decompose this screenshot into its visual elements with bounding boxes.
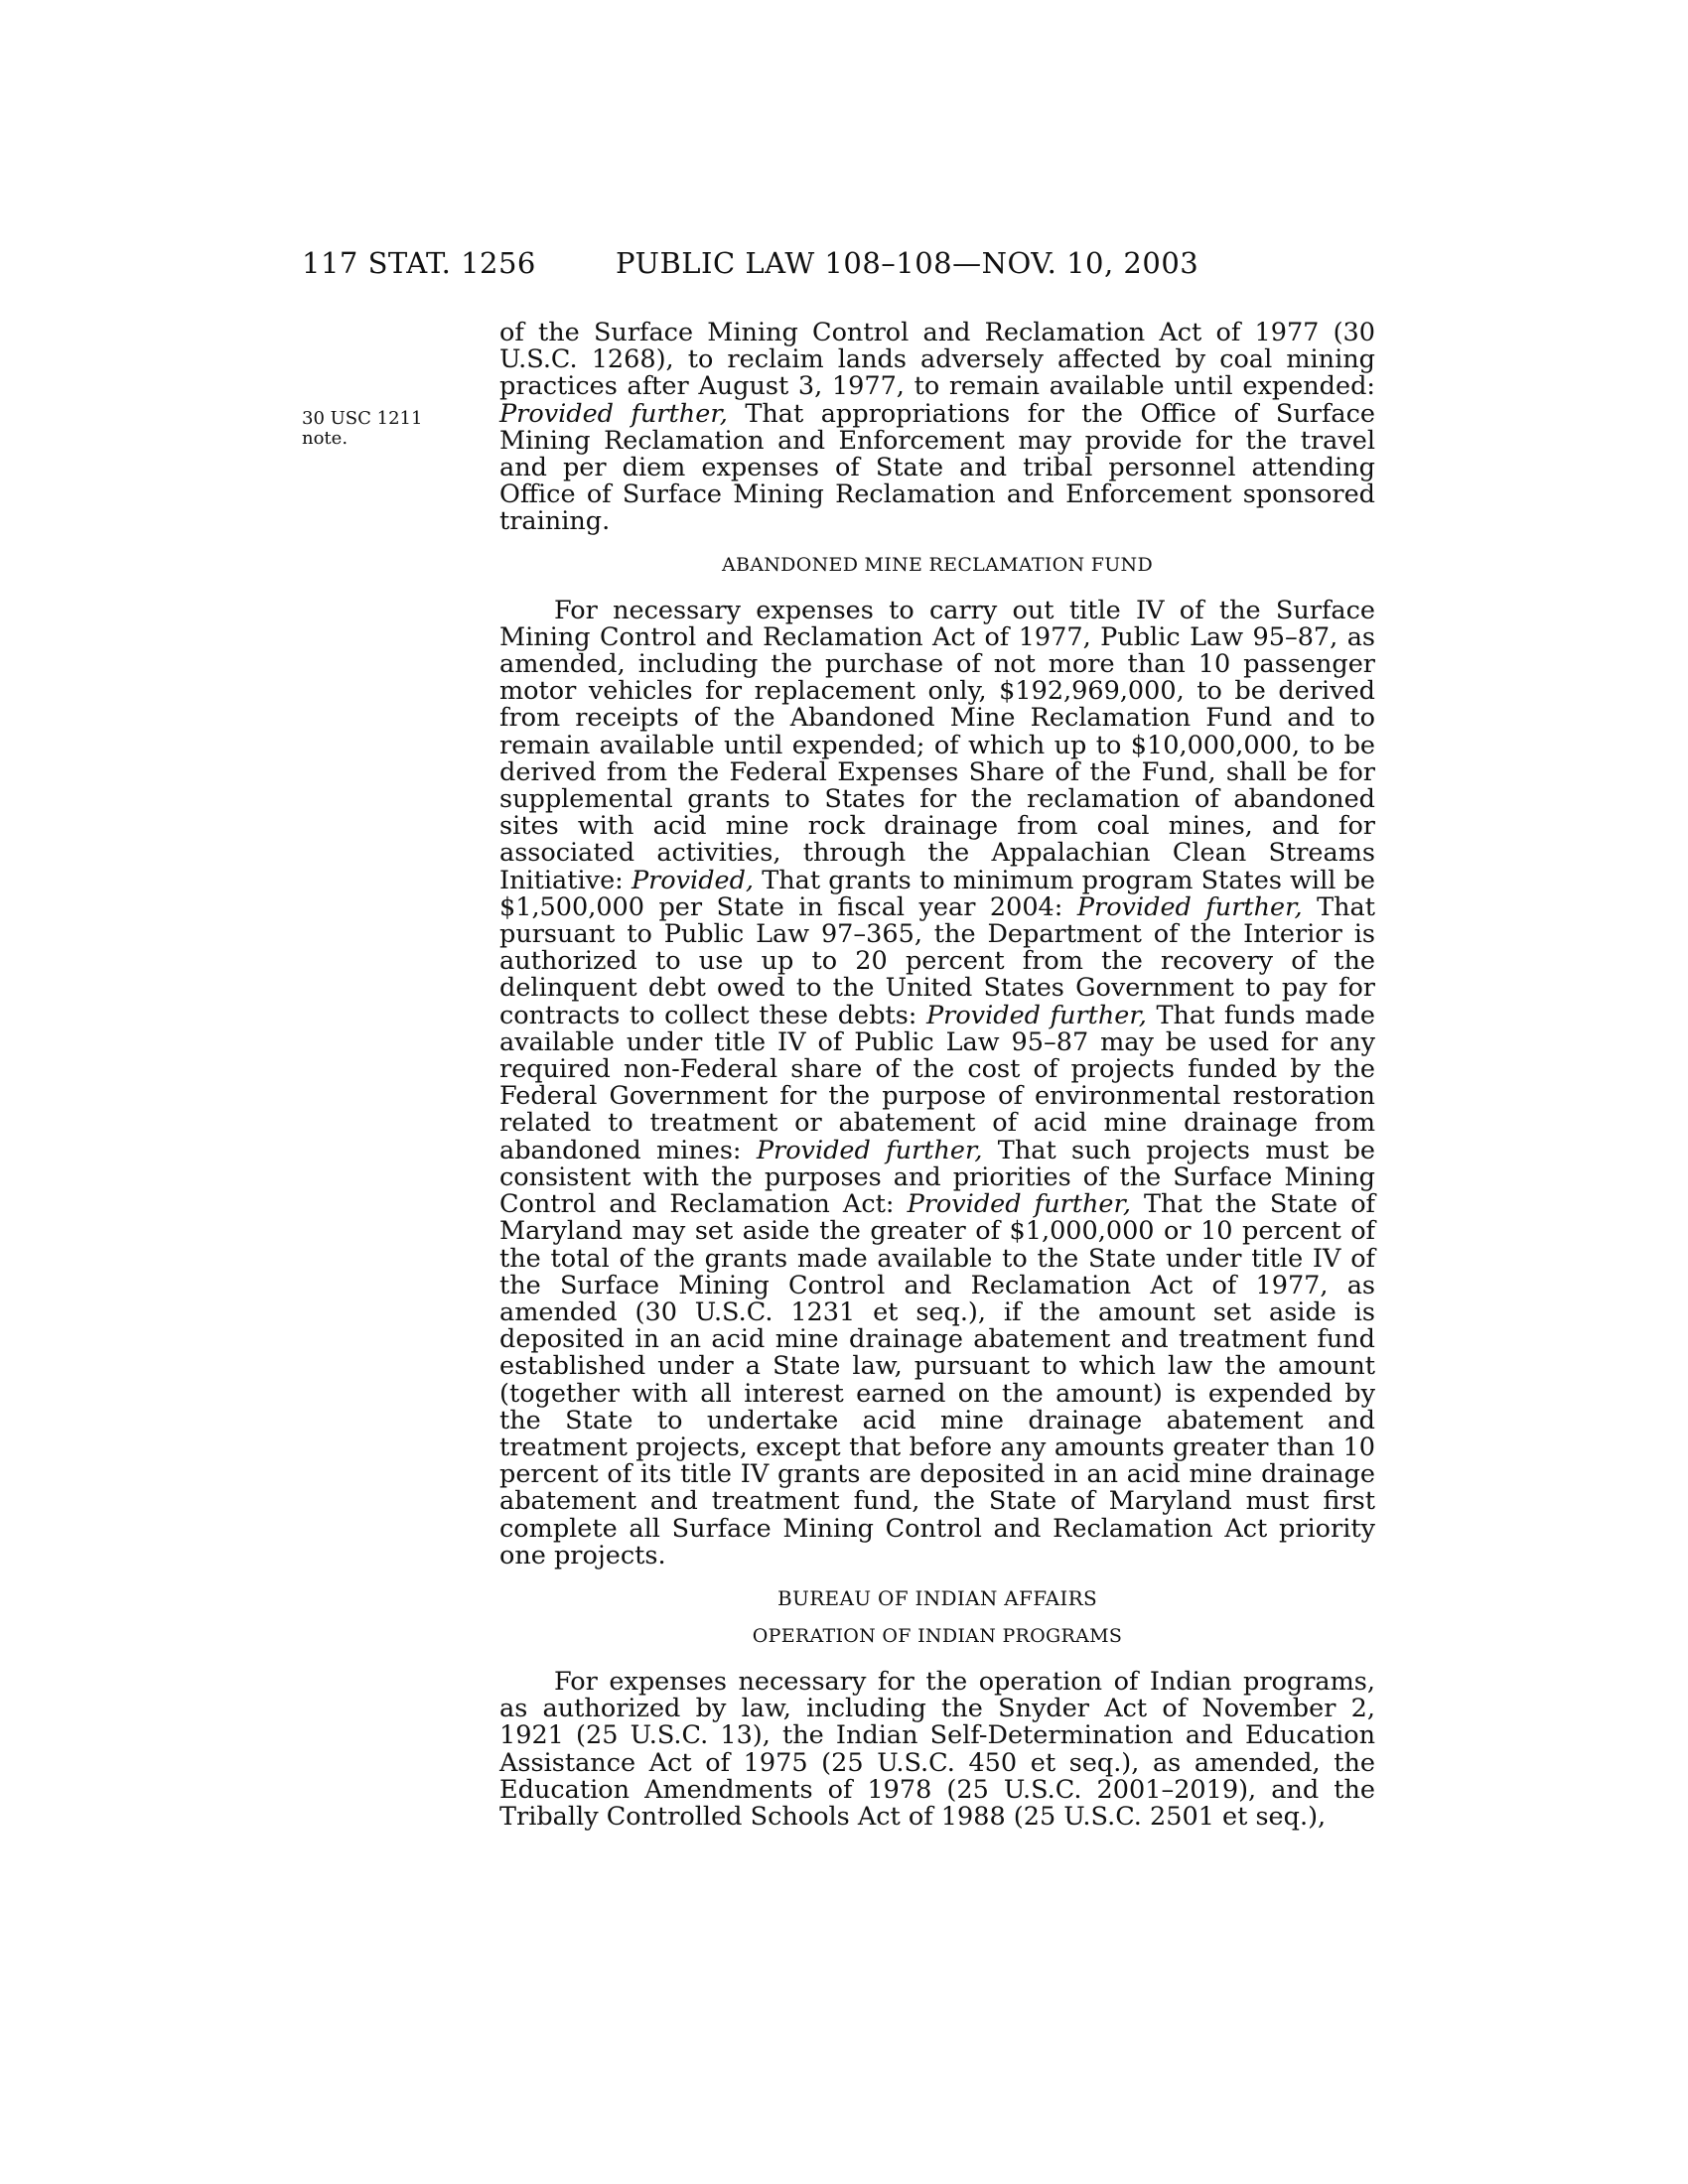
proviso-italic: Provided further, xyxy=(907,1189,1131,1220)
heading-operation-of-indian-programs: OPERATION OF INDIAN PROGRAMS xyxy=(752,1624,1123,1647)
operation-paragraph: For expenses necessary for the operation of Indian programs, as authorized by law, including the Snyder Act of November 2, 1921 (25 U.S.C. 13), the Indian Self-Determination and Education Assistance Act of 1975 (25 U.S.C. 450 et seq.), as amended, the Education Amendments of 1978 (25 U.S.C. 2001–2019), and the Tribally Controlled Schools Act of 1988 (25 U.S.C. 2501 et seq.), xyxy=(499,1666,1375,1832)
abandoned-text-3: That pursuant to Public Law 97–365, the Department of the Interior is authorized to use up to 20 percent from the recovery of the delinquent debt owed to the United States Government to pay for contracts to collect these debts: xyxy=(499,891,1375,1030)
intro-text-1: of the Surface Mining Control and Reclamation Act of 1977 (30 U.S.C. 1268), to reclaim lands adversely affected by coal mining practices after August 3, 1977, to remain available until expended: xyxy=(499,318,1375,402)
abandoned-text-4: That funds made available under title IV of Public Law 95–87 may be used for any required non-Federal share of the cost of projects funded by the Federal Government for the purpose of environmental restoration related to treatment or abatement of acid mine drainage from abandoned mines: xyxy=(499,1000,1375,1165)
intro-paragraph xyxy=(499,320,1375,536)
abandoned-text-5: That such projects must be consistent with the purposes and priorities of the Surface Mining Control and Reclamation Act: xyxy=(499,1135,1376,1220)
proviso-italic: Provided further, xyxy=(756,1135,983,1165)
intro-text-2: That appropriations for the Office of Surface Mining Reclamation and Enforcement may provide for the travel and per diem expenses of State and tribal personnel attending Office of Surface Mining Reclamation and Enforcement sponsored training. xyxy=(499,398,1375,537)
heading-bureau-of-indian-affairs: BUREAU OF INDIAN AFFAIRS xyxy=(777,1585,1097,1610)
abandoned-text-2: That grants to minimum program States will be $1,500,000 per State in fiscal year 2004: xyxy=(499,865,1375,922)
abandoned-text-1: For necessary expenses to carry out title IV of the Surface Mining Control and Reclamation Act of 1977, Public Law 95–87, as amended, including the purchase of not more than 10 passenger motor vehicles for replacement only, $192,969,000, to be derived from receipts of the Abandoned Mine Reclamation Fund and to remain available until expended; of which up to $10,000,000, to be derived from the Federal Expenses Share of the Fund, shall be for supplemental grants to States for the reclamation of abandoned sites with acid mine rock drainage from coal mines, and for associated activities, through the Appalachian Clean Streams Initiative: xyxy=(499,595,1375,895)
statute-page-reference: 117 STAT. 1256 xyxy=(302,246,536,280)
proviso-italic: Provided further, xyxy=(1076,891,1303,922)
margin-citation-note xyxy=(302,409,481,449)
proviso-italic: Provided further, xyxy=(925,1000,1147,1030)
abandoned-text-6: That the State of Maryland may set aside the greater of $1,000,000 or 10 percent of the total of the grants made available to the State under title IV of the Surface Mining Control and Reclamation Act of 1977, as amended (30 U.S.C. 1231 et seq.), if the amount set aside is deposited in an acid mine drainage abatement and treatment fund established under a State law, pursuant to which law the amount (together with all interest earned on the amount) is expended by the State to undertake acid mine drainage abatement and treatment projects, except that before any amounts greater than 10 percent of its title IV grants are deposited in an acid mine drainage abatement and treatment fund, the State of Maryland must first complete all Surface Mining Control and Reclamation Act priority one projects. xyxy=(499,1189,1375,1570)
proviso-italic: Provided, xyxy=(631,865,755,895)
public-law-title: PUBLIC LAW 108–108—NOV. 10, 2003 xyxy=(616,246,1199,280)
heading-abandoned-mine-reclamation-fund: ABANDONED MINE RECLAMATION FUND xyxy=(721,553,1154,576)
abandoned-mine-paragraph xyxy=(499,595,1376,1570)
page-header xyxy=(0,246,1688,286)
margin-note-citation: 30 USC 1211 xyxy=(302,408,423,429)
body-text-column xyxy=(499,320,1375,1831)
proviso-italic: Provided further, xyxy=(499,398,728,429)
margin-note-label: note. xyxy=(302,428,349,449)
